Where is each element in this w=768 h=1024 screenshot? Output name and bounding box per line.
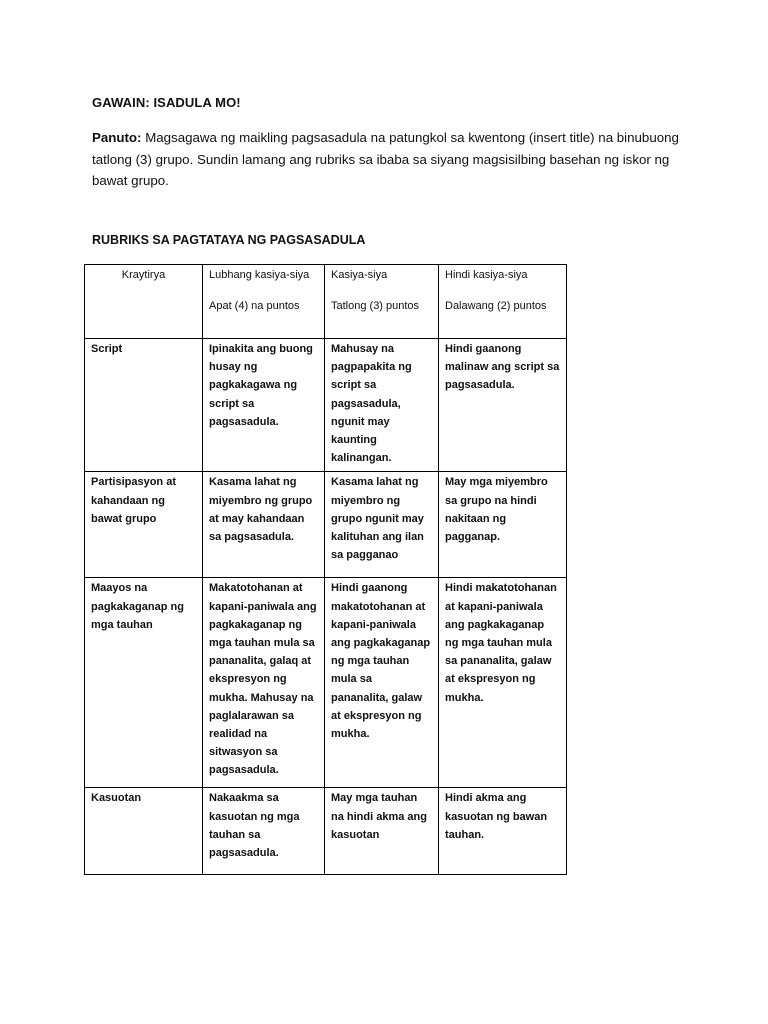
criterion-cell: Partisipasyon at kahandaan ng bawat grupo [85, 472, 203, 578]
header-title: Kasiya-siya [331, 269, 388, 281]
header-cell-level-3 [325, 265, 439, 339]
activity-heading: GAWAIN: ISADULA MO! [92, 95, 241, 110]
rubric-cell: Makatotohanan at kapani-paniwala ang pagkakaganap ng mga tauhan mula sa pananalita, galaq at ekspresyon ng mukha. Mahusay na paglalarawan sa realidad na sitwasyon sa pagsasadula. [203, 578, 325, 788]
criterion-cell: Maayos na pagkakaganap ng mga tauhan [85, 578, 203, 788]
rubric-cell: May mga tauhan na hindi akma ang kasuotan [325, 788, 439, 875]
header-cell-level-2 [439, 265, 567, 339]
rubric-cell: Nakaakma sa kasuotan ng mga tauhan sa pagsasadula. [203, 788, 325, 875]
rubric-cell: Hindi gaanong malinaw ang script sa pagsasadula. [439, 339, 567, 472]
header-points: Dalawang (2) puntos [445, 300, 547, 313]
header-cell-criteria [85, 265, 203, 339]
rubric-cell: Hindi gaanong makatotohanan at kapani-paniwala ang pagkakaganap ng mga tauhan mula sa pananalita, galaw at ekspresyon ng mukha. [325, 578, 439, 788]
table-row [85, 339, 567, 472]
instructions-text: Magsagawa ng maikling pagsasadula na patungkol sa kwentong (insert title) na binubuong tatlong (3) grupo. Sundin lamang ang rubriks sa ibaba sa siyang magsisilbing basehan ng iskor ng bawat grupo. [92, 130, 679, 188]
criterion-cell: Kasuotan [85, 788, 203, 875]
header-title: Lubhang kasiya-siya [209, 269, 310, 281]
header-title: Kraytirya [121, 269, 166, 281]
header-points: Tatlong (3) puntos [331, 300, 420, 313]
header-points: Apat (4) na puntos [209, 300, 300, 313]
rubric-title: RUBRIKS SA PAGTATAYA NG PAGSASADULA [92, 233, 366, 247]
rubric-cell: Kasama lahat ng miyembro ng grupo at may kahandaan sa pagsasadula. [203, 472, 325, 578]
rubric-cell: May mga miyembro sa grupo na hindi nakitaan ng pagganap. [439, 472, 567, 578]
table-row [85, 472, 567, 578]
criterion-cell: Script [85, 339, 203, 472]
rubric-table [84, 264, 567, 875]
rubric-cell: Ipinakita ang buong husay ng pagkakagawa ng script sa pagsasadula. [203, 339, 325, 472]
instructions-label: Panuto: [92, 130, 142, 145]
rubric-cell: Kasama lahat ng miyembro ng grupo ngunit may kalituhan ang ilan sa pagganao [325, 472, 439, 578]
rubric-header-row [85, 265, 567, 339]
rubric-cell: Hindi akma ang kasuotan ng bawan tauhan. [439, 788, 567, 875]
table-row [85, 788, 567, 875]
rubric-cell: Hindi makatotohanan at kapani-paniwala ang pagkakaganap ng mga tauhan mula sa pananalita, galaw at ekspresyon ng mukha. [439, 578, 567, 788]
table-row [85, 578, 567, 788]
header-title: Hindi kasiya-siya [445, 269, 528, 281]
header-cell-level-4 [203, 265, 325, 339]
rubric-cell: Mahusay na pagpapakita ng script sa pagsasadula, ngunit may kaunting kalinangan. [325, 339, 439, 472]
instructions-paragraph [92, 127, 682, 192]
